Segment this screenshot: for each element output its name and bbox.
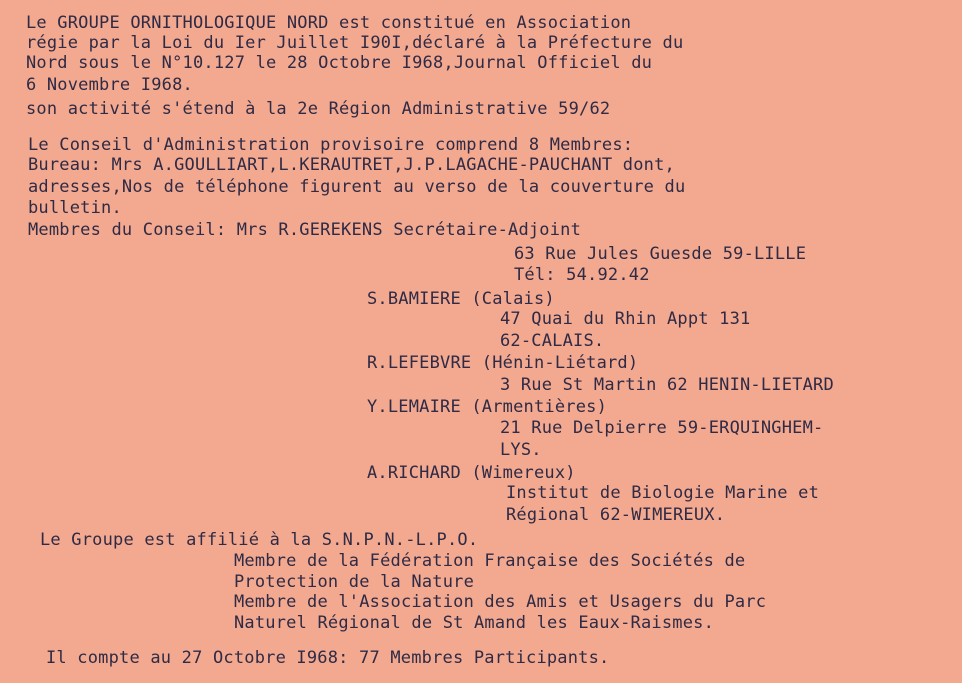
affiliation-line: Le Groupe est affilié à la S.N.P.N.-L.P.O.	[40, 530, 479, 550]
member-address: LYS.	[500, 440, 542, 460]
council-line: bulletin.	[28, 198, 122, 218]
member-address: Institut de Biologie Marine et	[506, 483, 820, 503]
council-line: Bureau: Mrs A.GOULLIART,L.KERAUTRET,J.P.LAGACHE-PAUCHANT dont,	[28, 155, 675, 175]
footer-line: Il compte au 27 Octobre I968: 77 Membres Participants.	[46, 648, 610, 668]
member-address: 21 Rue Delpierre 59-ERQUINGHEM-	[500, 418, 824, 438]
council-line: adresses,Nos de téléphone figurent au verso de la couverture du	[28, 177, 686, 197]
affiliation-line: Naturel Régional de St Amand les Eaux-Raismes.	[234, 613, 715, 633]
council-line: Le Conseil d'Administration provisoire comprend 8 Membres:	[28, 135, 634, 155]
members-label: Membres du Conseil: Mrs R.GEREKENS Secrétaire-Adjoint	[28, 220, 582, 240]
member-address: Tél: 54.92.42	[514, 265, 650, 285]
intro-line: 6 Novembre I968.	[26, 75, 193, 95]
member-address: 63 Rue Jules Guesde 59-LILLE	[514, 244, 807, 264]
affiliation-line: Protection de la Nature	[234, 572, 475, 592]
intro-line: Le GROUPE ORNITHOLOGIQUE NORD est constitué en Association	[26, 13, 632, 33]
member-address: 47 Quai du Rhin Appt 131	[500, 309, 751, 329]
member-name: Y.LEMAIRE (Armentières)	[367, 397, 608, 417]
affiliation-line: Membre de l'Association des Amis et Usagers du Parc	[234, 592, 767, 612]
member-name: R.LEFEBVRE (Hénin-Liétard)	[367, 353, 639, 373]
intro-line: régie par la Loi du Ier Juillet I90I,déclaré à la Préfecture du	[26, 33, 684, 53]
intro-line: Nord sous le N°10.127 le 28 Octobre I968,Journal Officiel du	[26, 53, 653, 73]
member-address: Régional 62-WIMEREUX.	[506, 505, 726, 525]
member-address: 62-CALAIS.	[500, 331, 605, 351]
intro-line: son activité s'étend à la 2e Région Administrative 59/62	[26, 99, 611, 119]
member-name: A.RICHARD (Wimereux)	[367, 463, 576, 483]
member-address: 3 Rue St Martin 62 HENIN-LIETARD	[500, 375, 834, 395]
affiliation-line: Membre de la Fédération Française des Sociétés de	[234, 551, 746, 571]
member-name: S.BAMIERE (Calais)	[367, 289, 555, 309]
